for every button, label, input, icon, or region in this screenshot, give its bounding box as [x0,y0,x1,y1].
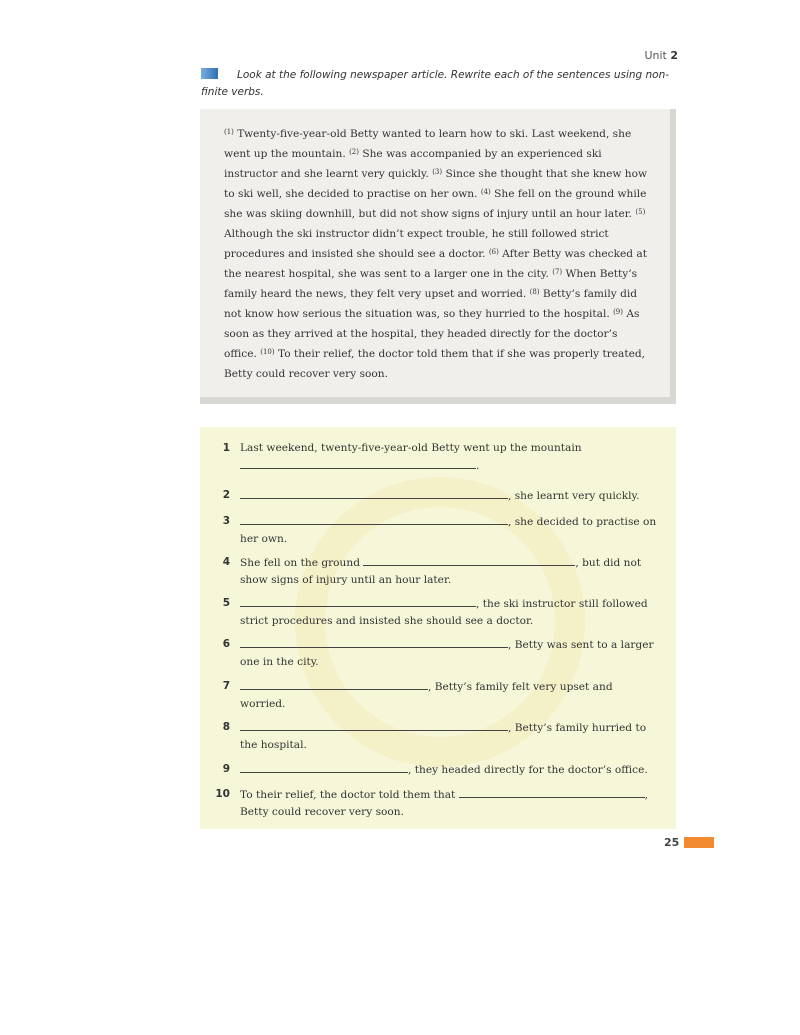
sentence-number: (2) [349,148,359,156]
question-number: 4 [222,556,230,568]
question-number: 2 [222,489,230,501]
article-sentence: $^{(8)}$ Betty’s family did not know how serious the situation was, so they hurried to the hospital. [224,288,638,320]
question-number: 3 [222,515,230,527]
answer-blank[interactable] [240,457,476,469]
question-text: She fell on the ground , but did not show signs of injury until an hour later. [240,554,660,589]
article-sentence: $^{(9)}$ As soon as they arrived at the hospital, they headed directly for the doctor’s office. [224,308,640,360]
question-number: 5 [222,597,230,609]
article-sentence: $^{(2)}$ She was accompanied by an experienced ski instructor and she learnt very quickly. [224,148,602,180]
question-number: 6 [222,638,230,650]
unit-label-text: Unit [644,49,667,62]
sentence-number: (8) [529,288,540,296]
answer-blank[interactable] [240,761,408,773]
question-text: , they headed directly for the doctor’s office. [240,761,660,779]
unit-number: 2 [670,49,678,62]
article-box [200,109,676,404]
instruction-text: Look at the following newspaper article. Rewrite each of the sentences using non-finite verbs. [201,69,670,98]
answer-blank[interactable] [363,554,575,566]
unit-label [644,49,678,62]
sentence-number: (7) [552,268,563,276]
newspaper-article [200,109,670,397]
question-text: Last weekend, twenty-five-year-old Betty went up the mountain . [240,442,582,472]
question-number: 9 [222,763,230,775]
question-text: To their relief, the doctor told them that , Betty could recover very soon. [240,786,660,821]
article-sentence: $^{(10)}$ To their relief, the doctor told them that if she was properly treated, Betty could recover very soon. [224,348,646,380]
question-text: , the ski instructor still followed strict procedures and insisted she should see a doctor. [240,595,660,630]
sentence-number: (4) [480,188,491,196]
answer-blank[interactable] [240,678,428,690]
sentence-number: (1) [224,128,234,136]
page-number-accent-bar [684,837,714,848]
question-number: 8 [222,721,230,733]
sentence-number: (10) [260,348,275,356]
article-sentence: $^{(6)}$ After Betty was checked at the nearest hospital, she was sent to a larger one in the city. [224,248,648,280]
question-text: , she decided to practise on her own. [240,513,660,548]
sentence-number: (6) [488,248,499,256]
question-number: 7 [222,680,230,692]
exercise-box [200,427,676,829]
sentence-number: (9) [613,308,623,316]
question-number: 1 [222,442,230,454]
sentence-number: (5) [635,208,646,216]
article-sentence: $^{(3)}$ Since she thought that she knew how to ski well, she decided to practise on her own. [224,168,648,200]
answer-blank[interactable] [240,719,508,731]
question-number: 10 [215,788,230,800]
answer-blank[interactable] [459,786,645,798]
answer-blank[interactable] [240,595,476,607]
answer-blank[interactable] [240,513,508,525]
answer-blank[interactable] [240,636,508,648]
question-text: , Betty was sent to a larger one in the city. [240,636,660,671]
article-sentence: $^{(7)}$ When Betty’s family heard the news, they felt very upset and worried. [224,268,638,300]
article-sentence: $^{(4)}$ She fell on the ground while she was skiing downhill, but did not show signs of injury until an hour later. [224,188,647,220]
page-number: 25 [664,836,680,849]
sentence-number: (3) [432,168,443,176]
article-sentence: $^{(5)}$ Although the ski instructor didn’t expect trouble, he still followed strict procedures and insisted she should see a doctor. [224,208,646,260]
question-text: , she learnt very quickly. [240,487,660,505]
article-sentence: $^{(1)}$ Twenty-five-year-old Betty wanted to learn how to ski. Last weekend, she went up the mountain. [224,128,632,160]
answer-blank[interactable] [240,487,508,499]
question-text: , Betty’s family hurried to the hospital. [240,719,660,754]
question-text: , Betty’s family felt very upset and worried. [240,678,660,713]
